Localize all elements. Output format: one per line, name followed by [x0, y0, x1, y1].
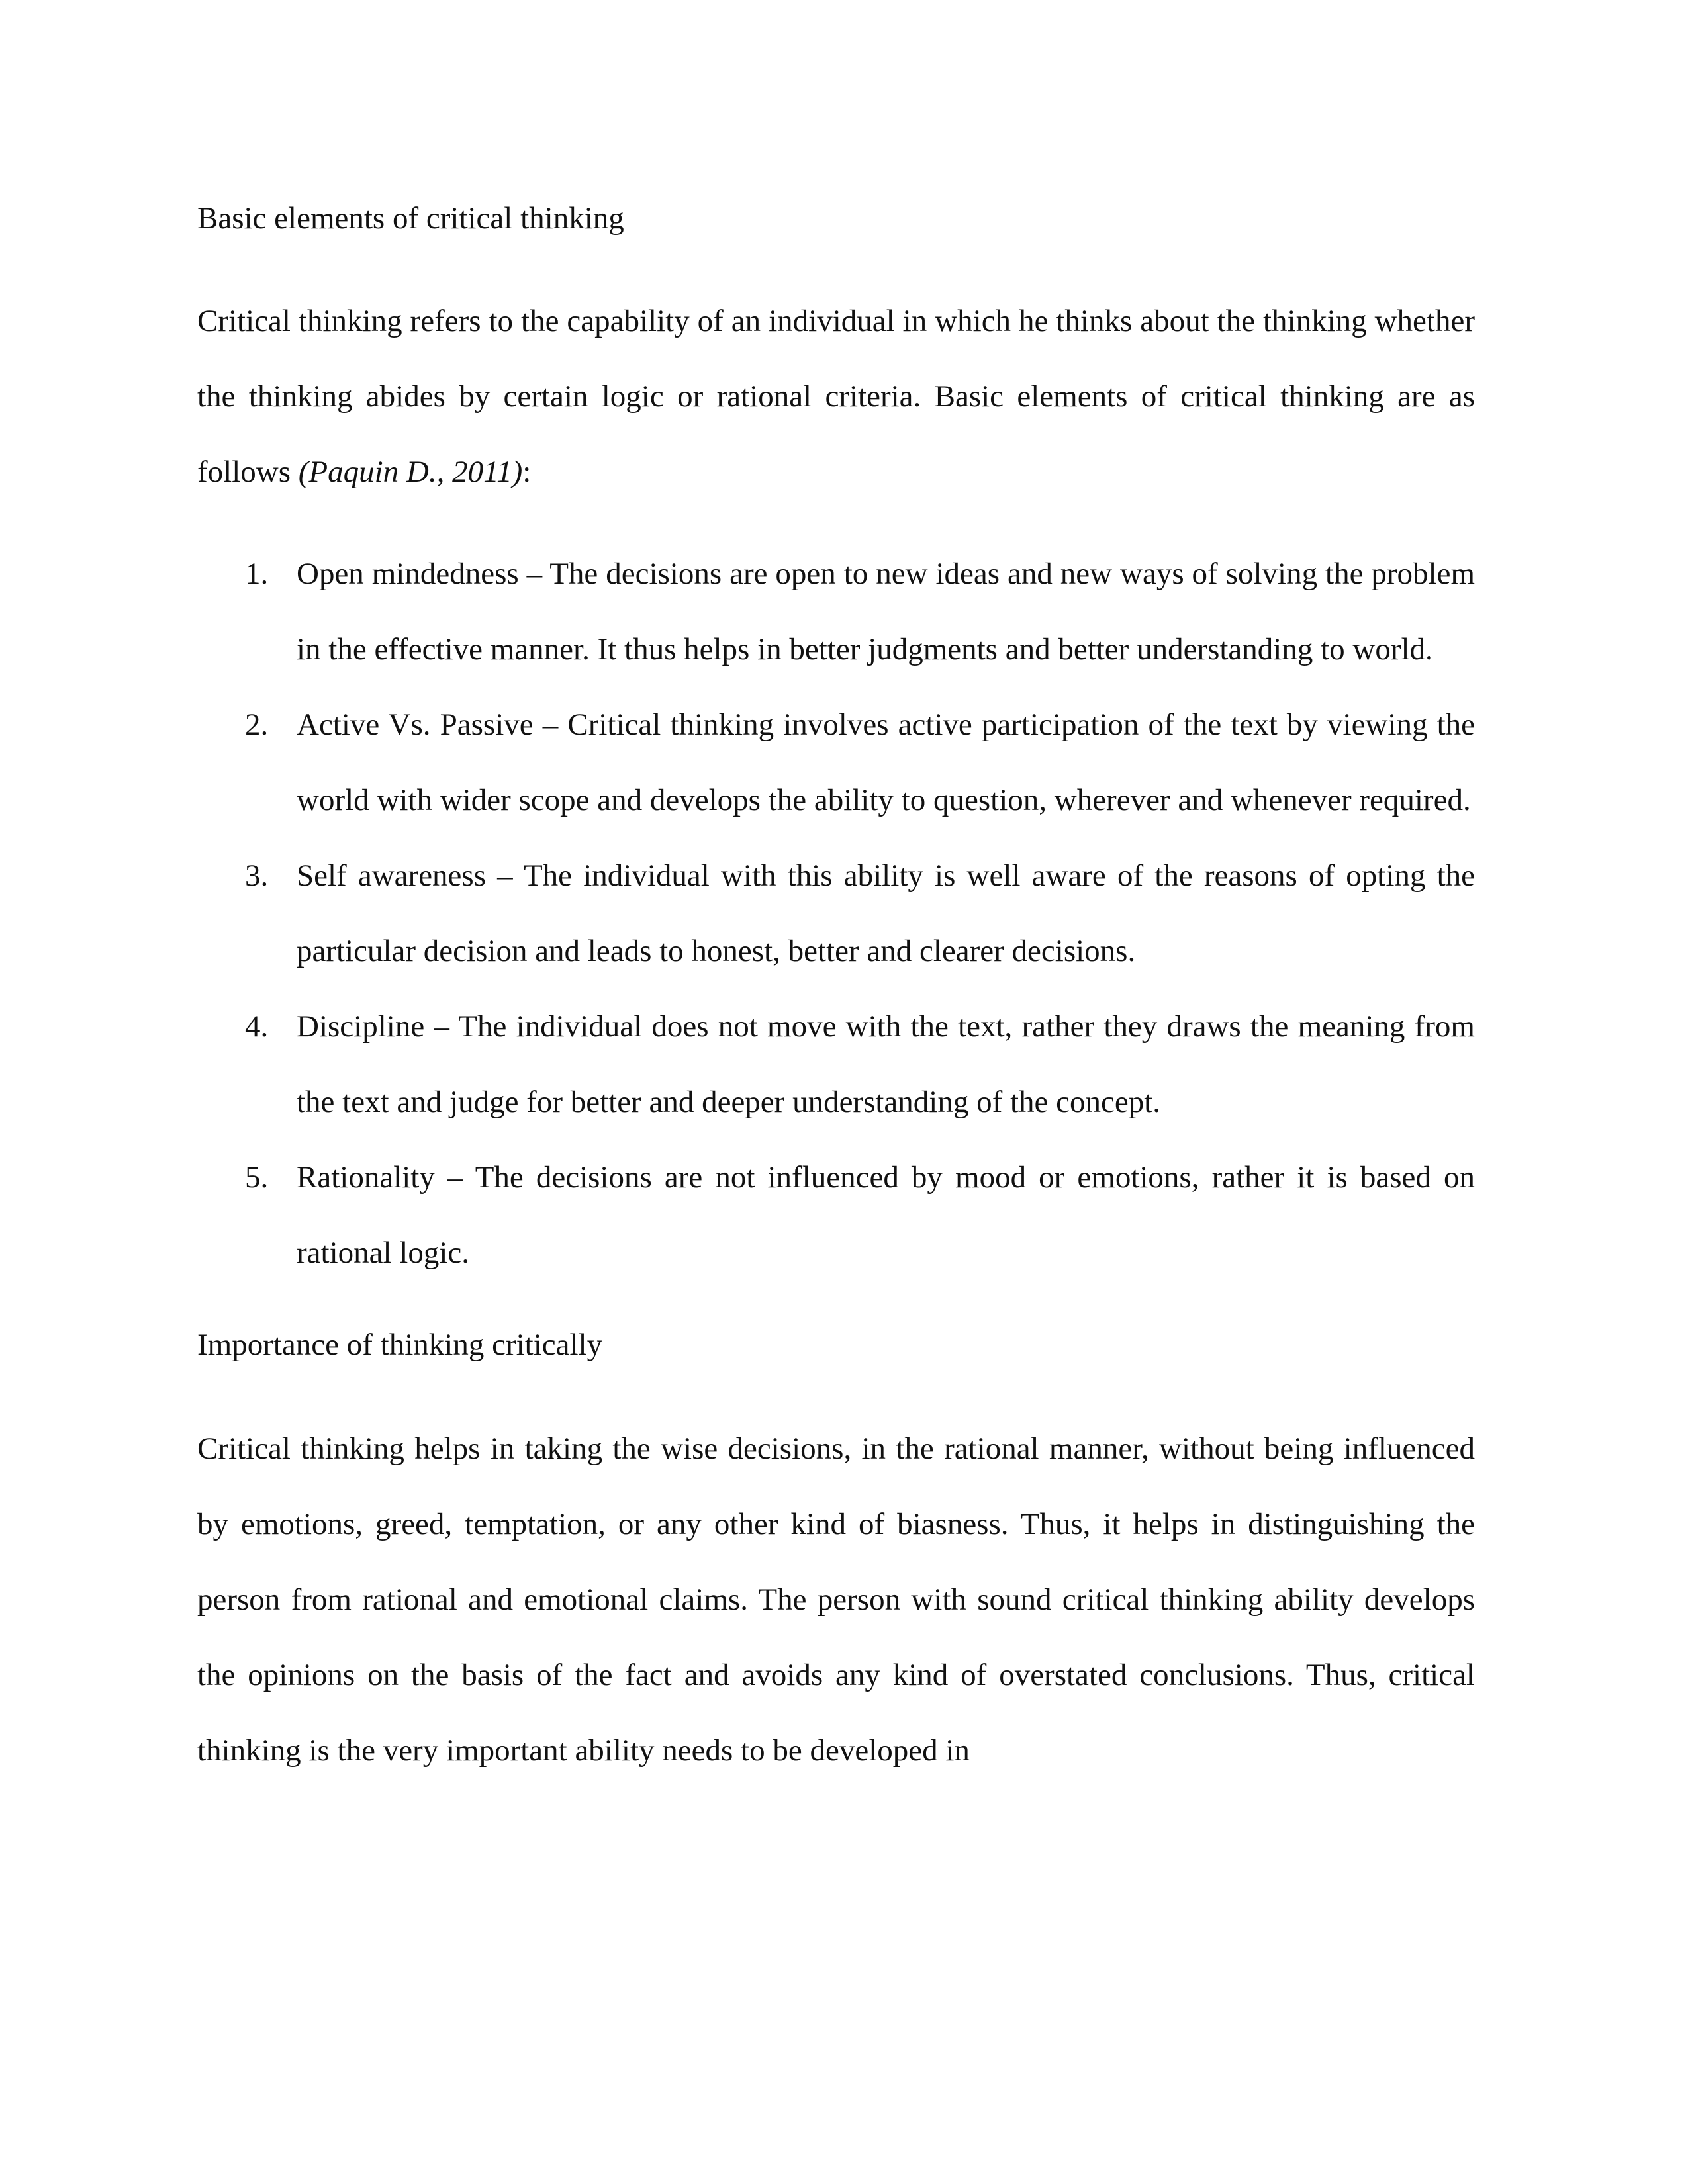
list-item — [197, 536, 1475, 687]
document-body — [197, 192, 1475, 1788]
section-heading-basic-elements: Basic elements of critical thinking — [197, 201, 624, 236]
importance-paragraph: Critical thinking helps in taking the wise decisions, in the rational manner, without being influenced by emotions, greed, temptation, or any other kind of biasness. Thus, it helps in distinguishing the person from rational and emotional claims. The person with sound critical thinking ability develops the opinions on the basis of the fact and avoids any kind of overstated conclusions. Thus, critical thinking is the very important ability needs to be developed in — [197, 1432, 1475, 1768]
list-item — [197, 989, 1475, 1140]
list-item-number: 2. — [245, 707, 269, 742]
intro-suffix: : — [522, 455, 532, 489]
list-item-number: 1. — [245, 557, 269, 591]
list-item-text: Rationality – The decisions are not influenced by mood or emotions, rather it is based on rational logic. — [297, 1160, 1475, 1270]
citation: (Paquin D., 2011) — [298, 455, 523, 489]
list-item-text: Discipline – The individual does not move with the text, rather they draws the meaning from the text and judge for better and deeper understanding of the concept. — [297, 1009, 1475, 1119]
list-item-number: 3. — [245, 858, 269, 893]
intro-text: Critical thinking refers to the capability of an individual in which he thinks about the thinking whether the thinking abides by certain logic or rational criteria. Basic elements of critical thinking are as follows — [197, 304, 1475, 489]
list-item-number: 5. — [245, 1160, 269, 1195]
elements-list — [197, 536, 1475, 1291]
list-item-text: Open mindedness – The decisions are open to new ideas and new ways of solving the problem in the effective manner. It thus helps in better judgments and better understanding to world. — [297, 557, 1475, 666]
intro-paragraph — [197, 283, 1475, 510]
list-item — [197, 687, 1475, 838]
list-item-text: Active Vs. Passive – Critical thinking involves active participation of the text by viewing the world with wider scope and develops the ability to question, wherever and whenever required. — [297, 707, 1475, 817]
list-item — [197, 1140, 1475, 1291]
list-item-number: 4. — [245, 1009, 269, 1044]
section-heading-importance: Importance of thinking critically — [197, 1328, 603, 1362]
list-item — [197, 838, 1475, 989]
list-item-text: Self awareness – The individual with this ability is well aware of the reasons of opting the particular decision and leads to honest, better and clearer decisions. — [297, 858, 1475, 968]
